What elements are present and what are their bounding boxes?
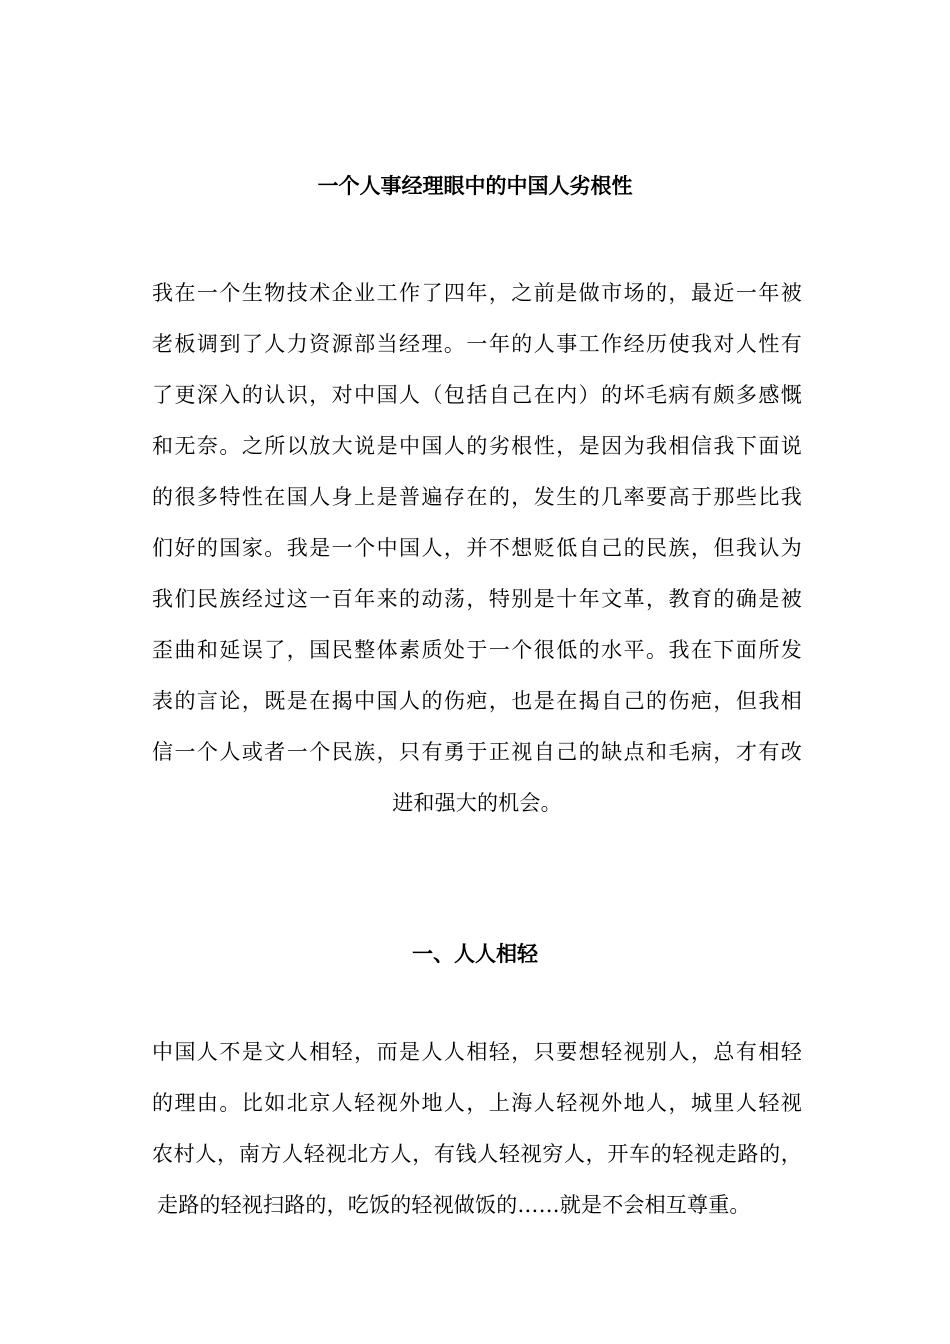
paragraph-line: 信一个人或者一个民族，只有勇于正视自己的缺点和毛病，才有改 — [152, 740, 802, 764]
paragraph-line: 中国人不是文人相轻，而是人人相轻，只要想轻视别人，总有相轻 — [152, 1040, 802, 1064]
paragraph-line: 和无奈。之所以放大说是中国人的劣根性，是因为我相信我下面说 — [152, 434, 802, 458]
intro-paragraph — [152, 268, 802, 829]
document-title: 一个人事经理眼中的中国人劣根性 — [317, 174, 633, 198]
paragraph-line: 歪曲和延误了，国民整体素质处于一个很低的水平。我在下面所发 — [152, 638, 802, 662]
paragraph-line: 我在一个生物技术企业工作了四年，之前是做市场的，最近一年被 — [152, 281, 802, 305]
paragraph-line: 进和强大的机会。 — [392, 791, 562, 815]
paragraph-line: 走路的轻视扫路的，吃饭的轻视做饭的……就是不会相互尊重。 — [157, 1193, 751, 1217]
paragraph-line: 了更深入的认识，对中国人（包括自己在内）的坏毛病有颇多感慨 — [152, 383, 802, 407]
paragraph-line: 老板调到了人力资源部当经理。一年的人事工作经历使我对人性有 — [152, 332, 802, 356]
paragraph-line: 我们民族经过这一百年来的动荡，特别是十年文革，教育的确是被 — [152, 587, 802, 611]
paragraph-line: 们好的国家。我是一个中国人，并不想贬低自己的民族，但我认为 — [152, 536, 802, 560]
section-heading: 一、人人相轻 — [412, 941, 538, 966]
paragraph-line: 农村人，南方人轻视北方人，有钱人轻视穷人，开车的轻视走路的， — [152, 1142, 802, 1166]
paragraph-line: 的理由。比如北京人轻视外地人，上海人轻视外地人，城里人轻视 — [152, 1091, 802, 1115]
section-paragraph — [152, 1027, 802, 1231]
paragraph-line: 表的言论，既是在揭中国人的伤疤，也是在揭自己的伤疤，但我相 — [152, 689, 802, 713]
paragraph-line: 的很多特性在国人身上是普遍存在的，发生的几率要高于那些比我 — [152, 485, 802, 509]
